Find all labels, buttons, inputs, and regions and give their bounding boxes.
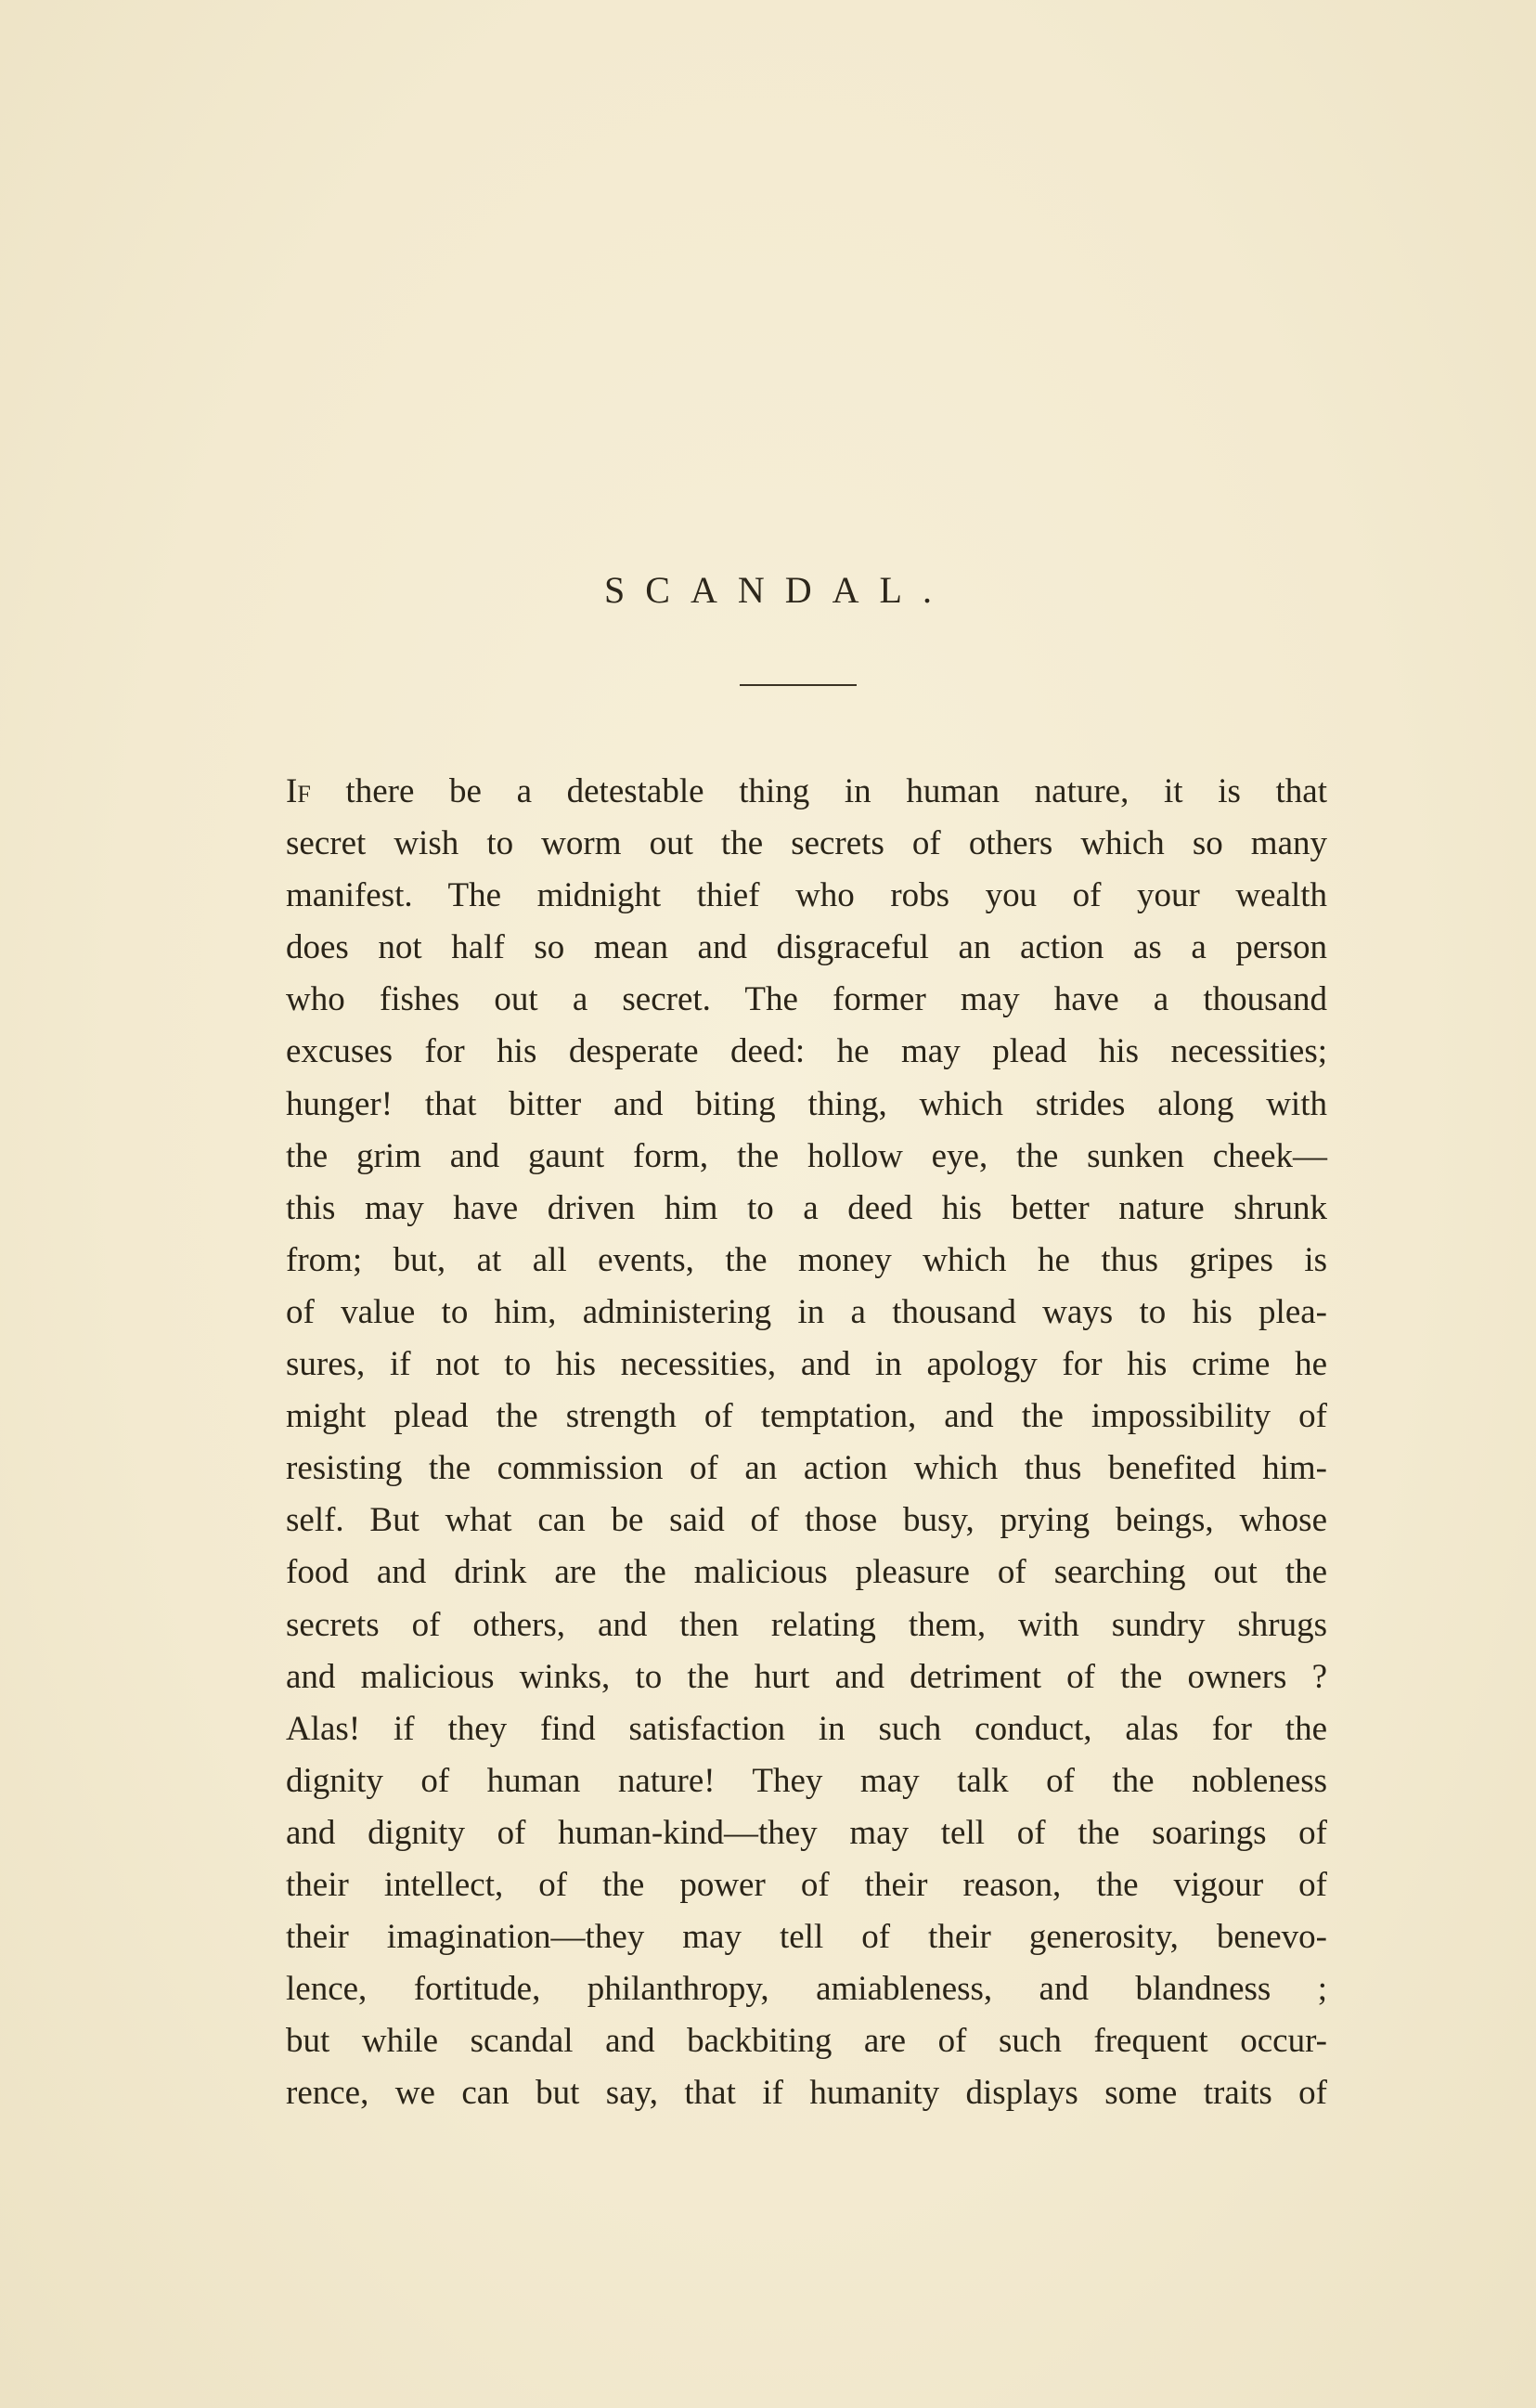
text-line: hunger! that bitter and biting thing, which strides along with [286, 1084, 1327, 1123]
text-line: this may have driven him to a deed his better nature shrunk [286, 1188, 1327, 1227]
text-line: does not half so mean and disgraceful an action as a person [286, 928, 1327, 967]
text-line: lence, fortitude, philanthropy, amiableness, and blandness ; [286, 1970, 1327, 2009]
title-rule [740, 684, 857, 686]
body-text [286, 766, 1327, 2119]
text-line: of value to him, administering in a thousand ways to his plea- [286, 1292, 1327, 1331]
text-line: food and drink are the malicious pleasure of searching out the [286, 1553, 1327, 1592]
text-line: the grim and gaunt form, the hollow eye, the sunken cheek— [286, 1136, 1327, 1175]
text-line: rence, we can but say, that if humanity displays some traits of [286, 2074, 1327, 2113]
text-line: their imagination—they may tell of their generosity, benevo- [286, 1918, 1327, 1957]
text-line: If there be a detestable thing in human nature, it is that [286, 772, 1327, 810]
text-line: and malicious winks, to the hurt and detriment of the owners ? [286, 1657, 1327, 1696]
text-line: from; but, at all events, the money which he thus gripes is [286, 1240, 1327, 1279]
text-line: Alas! if they find satisfaction in such conduct, alas for the [286, 1709, 1327, 1748]
text-line: and dignity of human-kind—they may tell of the soarings of [286, 1813, 1327, 1852]
text-line: self. But what can be said of those busy, prying beings, whose [286, 1501, 1327, 1540]
text-line: secret wish to worm out the secrets of others which so many [286, 824, 1327, 863]
text-line: sures, if not to his necessities, and in apology for his crime he [286, 1345, 1327, 1384]
text-line: secrets of others, and then relating them, with sundry shrugs [286, 1605, 1327, 1644]
text-line: excuses for his desperate deed: he may plead his necessities; [286, 1032, 1327, 1071]
text-line: who fishes out a secret. The former may have a thousand [286, 980, 1327, 1019]
text-line: but while scandal and backbiting are of such frequent occur- [286, 2022, 1327, 2061]
opening-word: If [286, 772, 311, 810]
chapter-title: SCANDAL. [604, 569, 952, 611]
text-line: might plead the strength of temptation, and the impossibility of [286, 1397, 1327, 1436]
text-line: resisting the commission of an action which thus benefited him- [286, 1449, 1327, 1488]
text-line: manifest. The midnight thief who robs you of your wealth [286, 876, 1327, 915]
text-line: their intellect, of the power of their reason, the vigour of [286, 1865, 1327, 1904]
text-line: dignity of human nature! They may talk of the nobleness [286, 1761, 1327, 1800]
